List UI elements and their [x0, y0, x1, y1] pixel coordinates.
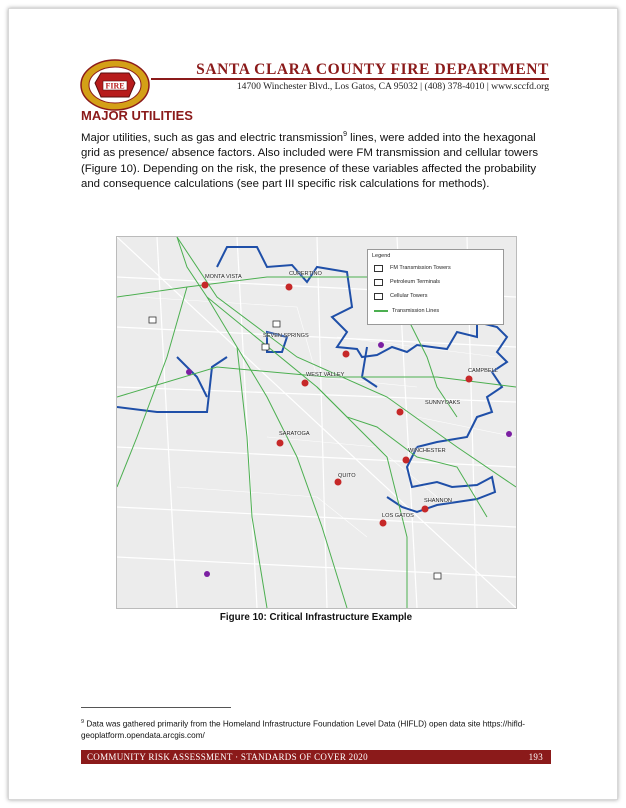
legend-title: Legend [372, 253, 391, 259]
fm-tower-icon [506, 431, 512, 437]
petroleum-terminal-icon [273, 321, 280, 327]
station-marker [466, 376, 473, 383]
map-legend [367, 249, 504, 325]
footer-title: COMMUNITY RISK ASSESSMENT · STANDARDS OF COVER 2020 [87, 752, 368, 762]
cellular-tower-icon [434, 573, 441, 579]
place-label: QUITO [338, 473, 356, 479]
place-label: WEST VALLEY [306, 372, 345, 378]
place-label: MONTA VISTA [205, 274, 242, 280]
logo-badge-text: FIRE [105, 81, 125, 91]
legend-item-transmission [374, 306, 439, 316]
fm-tower-icon [204, 571, 210, 577]
cellular-tower-icon [262, 344, 269, 350]
cellular-tower-icon [149, 317, 156, 323]
station-marker [343, 351, 350, 358]
document-page [8, 8, 618, 800]
cellular-tower-markers [149, 317, 441, 579]
place-label: SUNNYOAKS [425, 400, 461, 406]
station-marker [286, 284, 293, 291]
paragraph-part-2: lines, were added into the hexagonal grid as presence/ absence factors. Also included were FM transmission and cellular towers (Figure 10). Depending on the risk, the presence of these variables affected the probability and consequence calculations (see part III specific risk calculations for methods). [81, 131, 539, 191]
place-label: CAMPBELL [468, 368, 498, 374]
infrastructure-map [116, 236, 517, 609]
legend-label: Transmission Lines [392, 308, 440, 314]
footnote-rule [81, 707, 231, 708]
section-paragraph [81, 127, 551, 193]
footnote-reference: 9 [343, 131, 347, 138]
footnote-text: Data was gathered primarily from the Homeland Infrastructure Foundation Level Data (HIFLD) open data site https://hifld- geoplatform.opendata.arcgis.com/ [81, 719, 526, 740]
place-label: WINCHESTER [408, 448, 446, 454]
legend-item-cellular [374, 291, 428, 301]
section-title: MAJOR UTILITIES [81, 108, 193, 123]
header-rule [151, 78, 549, 80]
legend-label: Cellular Towers [390, 293, 428, 299]
department-title: SANTA CLARA COUNTY FIRE DEPARTMENT [196, 61, 549, 78]
station-marker [397, 409, 404, 416]
place-label: CUPERTINO [289, 271, 322, 277]
place-label: SEVEN SPRINGS [263, 333, 309, 339]
fm-tower-icon [378, 342, 384, 348]
page-number: 193 [528, 752, 543, 762]
fm-tower-icon [186, 369, 192, 375]
transmission-line-icon [374, 310, 388, 312]
department-address: 14700 Winchester Blvd., Los Gatos, CA 95032 | (408) 378-4010 | www.sccfd.org [236, 81, 549, 92]
station-marker [335, 479, 342, 486]
station-marker [202, 282, 209, 289]
legend-item-petroleum [374, 277, 440, 287]
footnote [81, 717, 551, 741]
legend-label: Petroleum Terminals [390, 279, 441, 285]
station-marker [422, 506, 429, 513]
fire-department-logo [79, 59, 151, 111]
station-marker [277, 440, 284, 447]
station-marker [380, 520, 387, 527]
station-marker [403, 457, 410, 464]
place-label: SARATOGA [279, 431, 310, 437]
cellular-tower-icon [374, 293, 383, 300]
figure-caption: Figure 10: Critical Infrastructure Example [219, 612, 413, 623]
fm-tower-icon [374, 265, 383, 272]
page-footer [81, 750, 551, 764]
station-marker [302, 380, 309, 387]
paragraph-part-1: Major utilities, such as gas and electric transmission [81, 131, 344, 144]
petroleum-terminal-icon [374, 279, 383, 286]
place-label: SHANNON [424, 498, 452, 504]
place-label: LOS GATOS [382, 513, 414, 519]
footnote-number: 9 [81, 719, 85, 725]
legend-label: FM Transmission Towers [390, 265, 451, 271]
legend-item-fm-towers [374, 263, 451, 273]
